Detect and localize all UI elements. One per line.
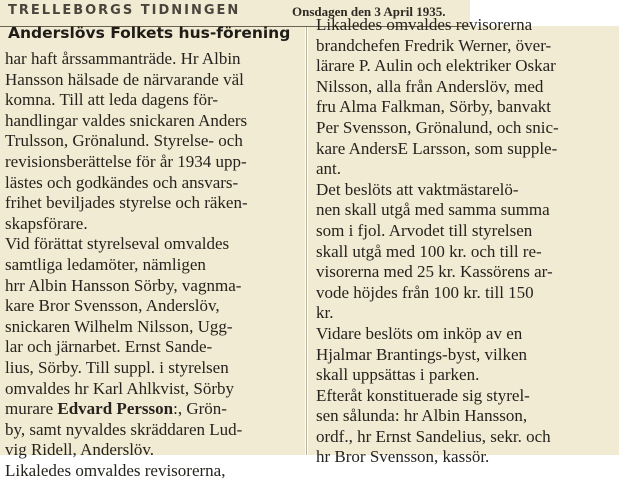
text-line: Vidare beslöts om inköp av en (316, 323, 523, 343)
article-headline: Anderslövs Folkets hus-förening (8, 24, 291, 42)
text-line: kr. (316, 303, 334, 323)
text-line: lar och järnarbet. Ernst Sande- (5, 337, 213, 357)
text-line: ant. (316, 159, 342, 179)
left-text-column (5, 49, 248, 481)
text-line: Likaledes omvaldes revisorerna (316, 15, 533, 34)
text-line: vode höjdes från 100 kr. till 150 (316, 282, 534, 302)
text-line: Hjalmar Brantings-byst, vilken (316, 344, 528, 364)
text-line: samtliga ledamöter, nämligen (5, 254, 206, 274)
text-line: skall utgå med 100 kr. och till re- (316, 241, 542, 261)
text-line: skall uppsättas i parken. (316, 365, 480, 385)
text-line: har haft årssammanträde. Hr Albin (5, 49, 241, 68)
text-line: murare Edvard Persson:, Grön- (5, 399, 227, 419)
text-line: kare AndersE Larsson, som supple- (316, 138, 558, 158)
text-line: handlingar valdes snickaren Anders (5, 110, 248, 130)
text-line: Efteråt konstituerade sig styrel- (316, 385, 530, 405)
text-line: brandchefen Fredrik Werner, över- (316, 35, 552, 55)
text-line: Hansson hälsade de närvarande väl (5, 69, 244, 89)
text-line: Nilsson, alla från Anderslöv, med (316, 76, 544, 96)
text-line: som i fjol. Arvodet till styrelsen (316, 220, 533, 240)
text-line: nen skall utgå med samma summa (316, 200, 550, 220)
right-text-column (316, 15, 559, 468)
text-line: lärare P. Aulin och elektriker Oskar (316, 56, 556, 76)
text-line: fru Alma Falkman, Sörby, banvakt (316, 97, 551, 117)
column-divider (306, 26, 307, 455)
issue-date: Onsdagen den 3 April 1935. (292, 4, 446, 19)
text-line: revisionsberättelse för år 1934 upp- (5, 151, 247, 171)
text-line: skapsförare. (5, 213, 88, 233)
text-line: Trulsson, Grönalund. Styrelse- och (5, 131, 243, 151)
text-line: kare Bror Svensson, Anderslöv, (5, 296, 220, 316)
highlighted-name: Edvard Persson (57, 399, 174, 419)
text-line: sen sålunda: hr Albin Hansson, (316, 406, 528, 426)
text-line: by, samt nyvaldes skräddaren Lud- (5, 419, 243, 439)
text-line: lästes och godkändes och ansvars- (5, 172, 239, 192)
text-line: Likaledes omvaldes revisorerna, (5, 460, 226, 480)
text-line: omvaldes hr Karl Ahlkvist, Sörby (5, 378, 235, 398)
text-line: ordf., hr Ernst Sandelius, sekr. och (316, 426, 551, 446)
text-line: lius, Sörby. Till suppl. i styrelsen (5, 357, 229, 377)
text-line: Det beslöts att vaktmästarelö- (316, 179, 519, 199)
text-line: visorerna med 25 kr. Kassörens ar- (316, 262, 553, 282)
text-line: frihet beviljades styrelse och räken- (5, 193, 248, 213)
text-line: hrr Albin Hansson Sörby, vagnma- (5, 275, 242, 295)
text-line: hr Bror Svensson, kassör. (316, 447, 490, 467)
text-line: Vid förättat styrelseval omvaldes (5, 234, 230, 254)
text-line: vig Ridell, Anderslöv. (5, 440, 155, 460)
text-line: komna. Till att leda dagens för- (5, 90, 219, 110)
text-line: Per Svensson, Grönalund, och snic- (316, 117, 559, 137)
newspaper-name: TRELLEBORGS TIDNINGEN (8, 3, 241, 18)
text-line: snickaren Wilhelm Nilsson, Ugg- (5, 316, 233, 336)
